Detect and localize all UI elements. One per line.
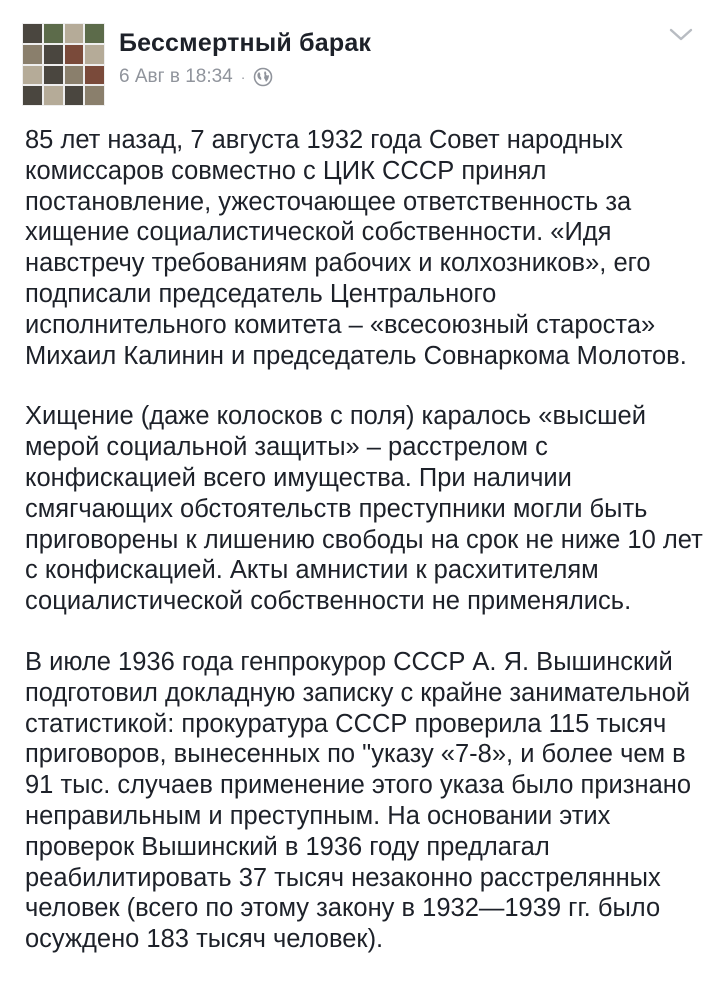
post-paragraph: Хищение (даже колосков с поля) каралось «высшей мерой социальной защиты» – расстрелом с конфискацией всего имущества. При наличии смягчающих обстоятельств преступники могли быть приговорены к лишению свободы на срок не ниже 10 лет с конфискацией. Акты амнистии к расхитителям социалистической собственности не применялись. (25, 402, 703, 616)
chevron-down-icon[interactable] (666, 24, 696, 46)
meta-separator: · (240, 69, 246, 85)
post-header (0, 0, 720, 110)
post-meta (119, 66, 273, 88)
post-paragraph: 85 лет назад, 7 августа 1932 года Совет народных комиссаров совместно с ЦИК СССР принял постановление, ужесточающее ответственность за хищение социалистической собственности. «Идя навстречу требованиям рабочих и колхозников», его подписали председатель Центрального исполнительного комитета – «всесоюзный староста» Михаил Калинин и председатель Совнаркома Молотов. (25, 126, 687, 370)
post-paragraph: В июле 1936 года генпрокурор СССР А. Я. Вышинский подготовил докладную записку с крайне занимательной статистикой: прокуратура СССР проверила 115 тысяч приговоров, вынесенных по "указу «7-8», и более чем в 91 тыс. случаев применение этого указа было признано неправильным и преступным. На основании этих проверок Вышинский в 1936 году предлагал реабилитировать 37 тысяч незаконно расстрелянных человек (всего по этому закону в 1932—1939 гг. было осуждено 183 тысяч человек). (25, 647, 692, 954)
post-timestamp[interactable]: 6 Авг в 18:34 (119, 66, 233, 87)
globe-icon[interactable] (253, 67, 273, 87)
page-avatar[interactable] (22, 23, 105, 106)
post-body (25, 125, 705, 955)
page-name-link[interactable]: Бессмертный барак (119, 29, 372, 57)
